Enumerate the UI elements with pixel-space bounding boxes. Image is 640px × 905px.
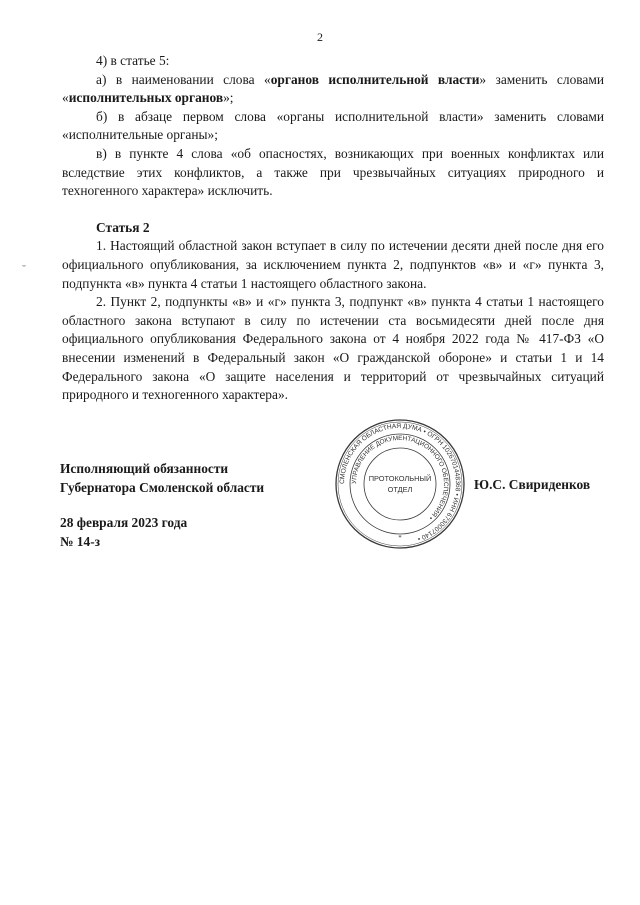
- article-title: Статья 2: [96, 219, 150, 235]
- paragraph-item-4: 4) в статье 5:: [96, 53, 170, 68]
- signatory-title: [60, 460, 264, 497]
- stamp-outer-text: СМОЛЕНСКАЯ ОБЛАСТНАЯ ДУМА • ОГРН 1026701448368 • ИНН 6730007140 •: [338, 422, 462, 543]
- page-number: 2: [317, 30, 323, 44]
- stamp-inner-text: УПРАВЛЕНИЕ ДОКУМЕНТАЦИОННОГО ОБЕСПЕЧЕНИЯ •: [350, 434, 450, 522]
- official-stamp: [334, 418, 466, 550]
- stamp-center-line-1: ПРОТОКОЛЬНЫЙ: [368, 474, 432, 483]
- bold-fragment: исполнительных органов: [68, 90, 224, 106]
- document-number: № 14-з: [60, 533, 101, 549]
- text-fragment: а) в наименовании слова «: [96, 71, 271, 87]
- text-fragment: » заменить словами «: [62, 71, 604, 106]
- signatory-line-1: Исполняющий обязанности: [60, 461, 229, 476]
- date-block: [60, 514, 187, 551]
- margin-mark: ˘: [22, 262, 26, 276]
- paragraph-item-v: в) в пункте 4 слова «об опасностях, возникающих при военных конфликтах или вследствие этих конфликтов, а также при чрезвычайных ситуациях природного и техногенного характера» исключить.: [62, 145, 604, 199]
- signatory-line-2: Губернатора Смоленской области: [60, 479, 265, 495]
- paragraph-item-a: [62, 71, 604, 108]
- article-paragraph-2: 2. Пункт 2, подпункты «в» и «г» пункта 3, подпункт «в» пункта 4 статьи 1 настоящего областного закона вступают в силу по истечении ста восьмидесяти дней после дня официального опубликования Федерального закона от 4 ноября 2022 года № 417-ФЗ «О внесении изменений в Федеральный закон «О гражданской обороне» и статьи 1 и 14 Федерального закона «О защите населения и территорий от чрезвычайных ситуаций природного и техногенного характера».: [62, 294, 604, 403]
- star-icon: *: [398, 534, 402, 542]
- document-date: 28 февраля 2023 года: [60, 515, 188, 530]
- document-body: [62, 52, 604, 405]
- text-fragment: »;: [223, 90, 234, 106]
- bold-fragment: органов исполнительной власти: [270, 71, 480, 87]
- article-paragraph-1: 1. Настоящий областной закон вступает в силу по истечении десяти дней после дня его официального опубликования, за исключением пункта 2, подпунктов «в» и «г» пункта 3, подпункта «в» пункта 4 статьи 1 настоящего областного закона.: [62, 238, 604, 291]
- signatory-name: Ю.С. Свириденков: [474, 477, 591, 492]
- paragraph-item-b: б) в абзаце первом слова «органы исполнительной власти» заменить словами «исполнительные органы»;: [62, 108, 604, 143]
- stamp-center-line-2: ОТДЕЛ: [387, 485, 413, 494]
